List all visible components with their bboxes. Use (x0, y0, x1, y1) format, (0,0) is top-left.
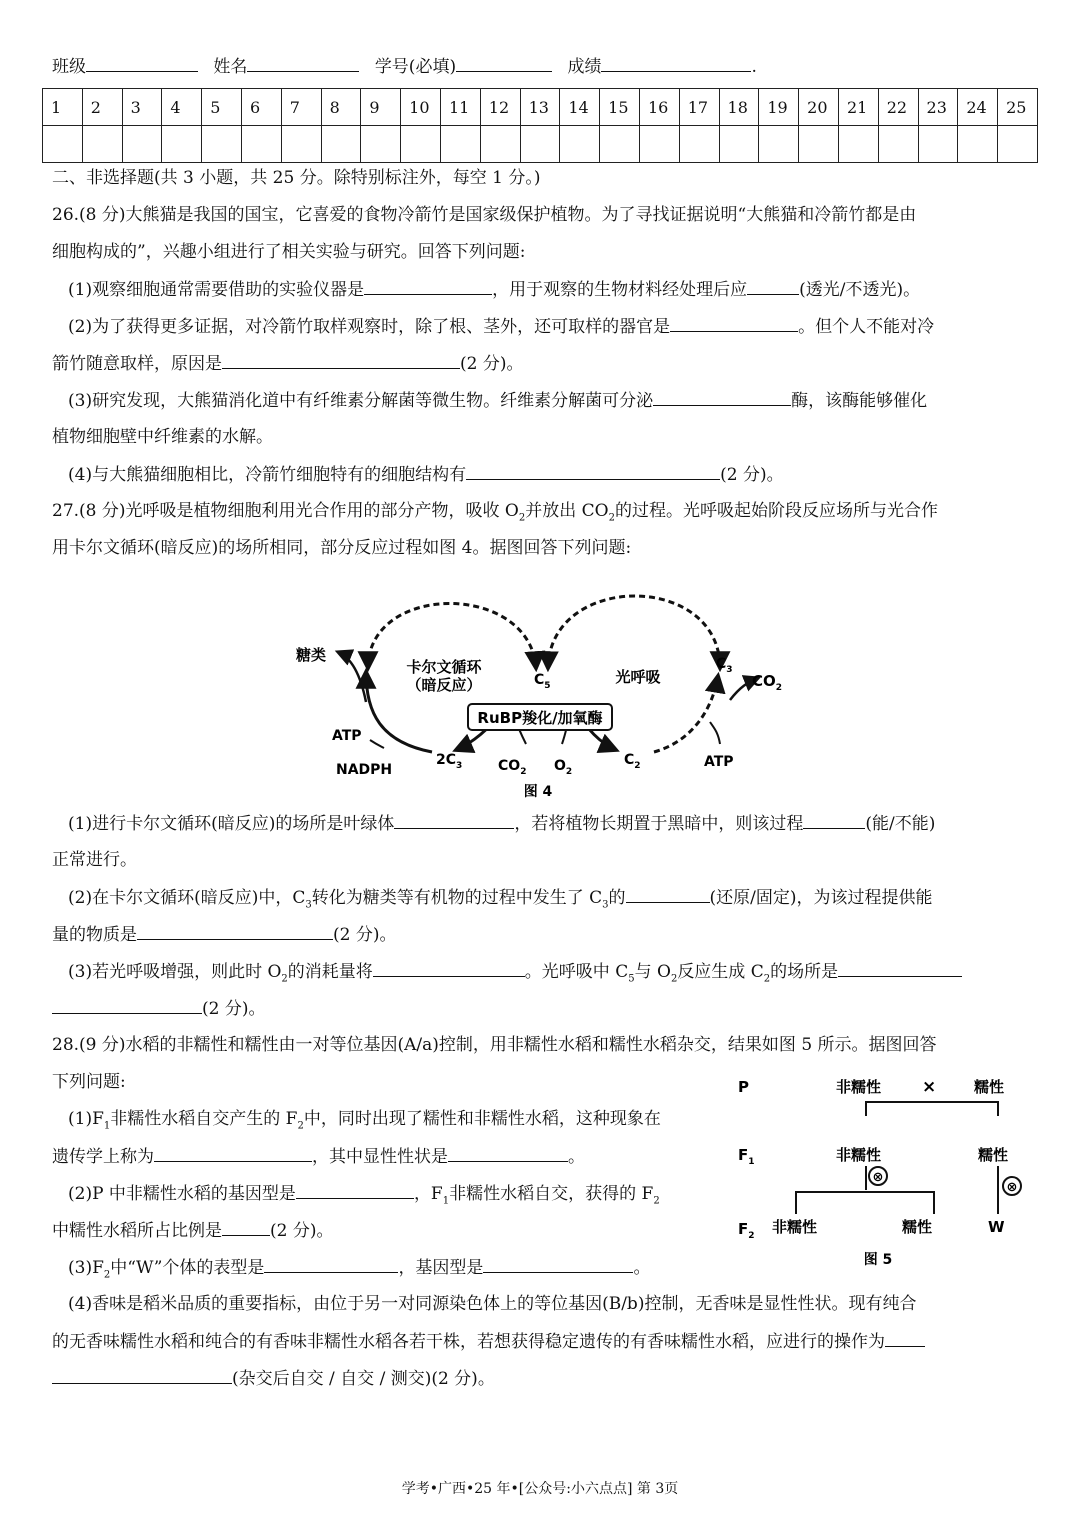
student-info-row (52, 52, 757, 77)
c5-label: $C_5$ (534, 672, 551, 691)
subscript: 3 (602, 899, 609, 911)
f2-nonwaxy-label: 非糯性 (772, 1218, 818, 1236)
q26-part2-cont (52, 352, 523, 375)
question-number: 23 (918, 89, 958, 126)
q26-p2-text-a: (2)为了获得更多证据，对冷箭竹取样观察时，除了根、茎外，还可取样的器官是 (68, 317, 671, 337)
q27-p1-text-b: ，若将植物长期置于黑暗中，则该过程 (514, 814, 804, 834)
photorespiration-lower-arc (654, 676, 718, 752)
q28-p4-blank[interactable] (885, 1330, 925, 1347)
answer-input-row (43, 126, 1038, 163)
photorespiration-upper-arc (548, 596, 720, 668)
answer-cell[interactable] (43, 126, 83, 163)
subscript: 2 (763, 973, 771, 985)
question-number: 9 (361, 89, 401, 126)
answer-cell[interactable] (480, 126, 520, 163)
p-waxy-label: 糯性 (974, 1078, 1005, 1096)
question-number: 16 (639, 89, 679, 126)
answer-cell[interactable] (918, 126, 958, 163)
sugar-label: 糖类 (296, 646, 327, 664)
q27-p2-text-c: 的 (608, 888, 626, 908)
q27-p2-text-e: 量的物质是 (52, 925, 137, 945)
q27-p1-text-c: (能/不能) (865, 814, 936, 834)
question-number: 11 (440, 89, 480, 126)
q26-p2-text-b: 。但个人不能对冷 (798, 317, 935, 337)
q27-p3-blank-1[interactable] (373, 960, 525, 977)
q28-part4: (4)香味是稻米品质的重要指标，由位于另一对同源染色体上的等位基因(B/b)控制，无香味是显性性状。现有纯合 (68, 1294, 917, 1314)
question-number: 25 (998, 89, 1038, 126)
q27-p1-blank-2[interactable] (803, 812, 865, 829)
f2-waxy-label: 糯性 (902, 1218, 933, 1236)
q26-p2-blank-1[interactable] (670, 315, 798, 332)
question-number: 4 (162, 89, 202, 126)
q27-p2-text-a: (2)在卡尔文循环(暗反应)中，C (68, 888, 306, 908)
answer-cell[interactable] (321, 126, 361, 163)
q28-part2-cont (52, 1219, 333, 1242)
subscript: 2 (608, 512, 615, 524)
q28-p1-text-e: ，其中显性性状是 (312, 1147, 448, 1167)
class-label: 班级 (52, 57, 86, 77)
q27-stem-text-b: 并放出 CO (525, 501, 609, 521)
generation-f1-label: $F_1$ (738, 1146, 755, 1167)
q27-p2-blank-1[interactable] (626, 886, 710, 903)
answer-cell[interactable] (361, 126, 401, 163)
question-number: 7 (281, 89, 321, 126)
q28-p2-text-e: (2 分)。 (270, 1221, 334, 1241)
q27-part3-cont (52, 997, 265, 1020)
q26-p1-blank-1[interactable] (364, 278, 492, 295)
figure-4-calvin-photorespiration (280, 572, 800, 804)
cross-symbol: × (922, 1077, 937, 1097)
q27-p2-blank-2[interactable] (137, 923, 333, 940)
q28-p1-text-f: 。 (568, 1147, 585, 1167)
score-blank[interactable] (601, 55, 751, 72)
q26-part3-cont: 植物细胞壁中纤维素的水解。 (52, 427, 273, 447)
q26-p1-blank-2[interactable] (747, 278, 799, 295)
figure-5-caption: 图 5 (863, 1252, 893, 1268)
q26-p2-text-d: (2 分)。 (460, 354, 524, 374)
question-number: 2 (82, 89, 122, 126)
generation-p-label: P (738, 1078, 749, 1096)
q26-p1-text-a: (1)观察细胞通常需要借助的实验仪器是 (68, 280, 365, 300)
question-number: 18 (719, 89, 759, 126)
answer-cell[interactable] (600, 126, 640, 163)
q26-p4-blank[interactable] (466, 463, 720, 480)
q27-p3-text-e: 反应生成 C (677, 962, 764, 982)
atp-right-input-arrow (710, 722, 720, 744)
q26-part4 (68, 463, 784, 486)
subscript: 3 (305, 899, 312, 911)
section-heading: 二、非选择题(共 3 小题，共 25 分。除特别标注外，每空 1 分。) (52, 168, 541, 188)
q27-part1-cont: 正常进行。 (52, 850, 137, 870)
q28-p3-text-c: ，基因型是 (398, 1258, 484, 1278)
q27-stem-text-a: 27.(8 分)光呼吸是植物细胞利用光合作用的部分产物，吸收 O (52, 501, 519, 521)
f2-branch-connector (796, 1192, 934, 1214)
c2-label: $C_2$ (624, 752, 641, 771)
score-label: 成绩 (567, 57, 602, 77)
p-nonwaxy-label: 非糯性 (836, 1078, 882, 1096)
atp-nadph-input-arrow (370, 740, 384, 748)
question-number: 15 (600, 89, 640, 126)
question-number: 13 (520, 89, 560, 126)
q27-part2-cont (52, 923, 396, 946)
subscript: 5 (628, 973, 635, 985)
q27-p3-text-f: 的场所是 (770, 962, 839, 982)
q28-stem-line1: 28.(9 分)水稻的非糯性和糯性由一对等位基因(A/a)控制，用非糯性水稻和糯性水稻杂交，结果如图 5 所示。据图回答 (52, 1035, 937, 1055)
q26-p1-text-b: ，用于观察的生物材料经处理后应 (492, 280, 748, 300)
rubisco-enzyme-label: RuBP羧化/加氧酶 (477, 709, 603, 727)
atp-left-label: ATP (332, 728, 362, 744)
q27-p1-blank-1[interactable] (394, 812, 514, 829)
q28-p3-blank-1[interactable] (264, 1256, 398, 1273)
subscript: 2 (653, 1195, 660, 1207)
q27-p2-text-d: (还原/固定)，为该过程提供能 (709, 888, 933, 908)
q27-p2-text-b: 转化为糖类等有机物的过程中发生了 C (311, 888, 603, 908)
question-number: 1 (43, 89, 83, 126)
question-number: 6 (241, 89, 281, 126)
q28-p2-text-a: (2)P 中非糯性水稻的基因型是 (68, 1184, 296, 1204)
q26-p4-text-b: (2 分)。 (720, 465, 784, 485)
answer-grid (42, 88, 1038, 163)
photorespiration-label: 光呼吸 (615, 668, 661, 686)
q28-part1-cont (52, 1145, 585, 1168)
q28-p4-text-b: 的无香味糯性水稻和纯合的有香味非糯性水稻各若干株，若想获得稳定遗传的有香味糯性水稻，应进行的操作为 (52, 1332, 885, 1352)
f1-nonwaxy-label: 非糯性 (836, 1146, 882, 1164)
q26-stem-line2: 细胞构成的”，兴趣小组进行了相关实验与研究。回答下列问题: (52, 242, 526, 262)
answer-cell[interactable] (639, 126, 679, 163)
q28-stem-line2: 下列问题: (52, 1072, 126, 1092)
question-number: 10 (401, 89, 441, 126)
f1-self-mark: ⊗ (872, 1170, 884, 1185)
q27-p3-text-b: 的消耗量将 (287, 962, 373, 982)
q26-p3-blank[interactable] (653, 389, 791, 406)
answer-cell[interactable] (520, 126, 560, 163)
name-label: 姓名 (213, 57, 248, 77)
o2-label: $O_2$ (554, 758, 573, 777)
q28-p1-text-d: 遗传学上称为 (52, 1147, 154, 1167)
q27-p1-text-a: (1)进行卡尔文循环(暗反应)的场所是叶绿体 (68, 814, 395, 834)
two-c3-label: $2C_3$ (436, 752, 463, 771)
q26-p3-text-b: 酶，该酶能够催化 (791, 391, 928, 411)
q27-p3-text-d: 与 O (634, 962, 671, 982)
q26-part2 (68, 315, 934, 338)
q28-p1-text-a: (1)F (68, 1109, 104, 1129)
q26-part1 (68, 278, 920, 301)
q28-part1 (68, 1108, 661, 1137)
answer-cell[interactable] (202, 126, 242, 163)
student-id-label: 学号(必填) (374, 57, 457, 77)
q28-p2-text-b: ，F (413, 1184, 443, 1204)
q27-p3-text-g: (2 分)。 (202, 999, 266, 1019)
q28-p4-text-c: (杂交后自交 / 自交 / 测交)(2 分)。 (232, 1369, 495, 1389)
q26-p2-blank-2[interactable] (222, 352, 460, 369)
answer-cell[interactable] (440, 126, 480, 163)
q28-p1-text-b: 非糯性水稻自交产生的 F (110, 1109, 298, 1129)
question-number: 17 (679, 89, 719, 126)
sugar-output-arrow (338, 652, 366, 702)
subscript: 2 (297, 1120, 304, 1132)
atp-right-label: ATP (704, 754, 734, 770)
answer-cell[interactable] (82, 126, 122, 163)
q28-p3-text-a: (3)F (68, 1258, 104, 1278)
q28-p2-text-d: 中糯性水稻所占比例是 (52, 1221, 222, 1241)
subscript: 2 (670, 973, 678, 985)
q28-p3-text-b: 中“W”个体的表型是 (110, 1258, 265, 1278)
q28-part3 (68, 1256, 650, 1286)
q27-p3-blank-2[interactable] (838, 960, 962, 977)
q28-p3-blank-2[interactable] (483, 1256, 633, 1273)
answer-cell[interactable] (401, 126, 441, 163)
q27-p3-text-a: (3)若光呼吸增强，则此时 O (68, 962, 282, 982)
q28-p1-blank-2[interactable] (448, 1145, 568, 1162)
answer-cell[interactable] (281, 126, 321, 163)
w-individual-label: W (988, 1218, 1005, 1236)
answer-cell[interactable] (958, 126, 998, 163)
end-mark: . (751, 57, 757, 77)
subscript: 2 (281, 973, 288, 985)
q26-p2-text-c: 箭竹随意取样，原因是 (52, 354, 222, 374)
q28-p2-blank-1[interactable] (296, 1182, 414, 1199)
answer-cell[interactable] (679, 126, 719, 163)
question-number: 3 (122, 89, 162, 126)
answer-cell[interactable] (122, 126, 162, 163)
question-number: 20 (799, 89, 839, 126)
q27-p2-text-f: (2 分)。 (333, 925, 397, 945)
co2-bottom-label: $CO_2$ (498, 758, 527, 777)
subscript: 2 (103, 1269, 111, 1281)
q27-p3-text-c: 。光呼吸中 C (524, 962, 629, 982)
q27-part1 (68, 812, 935, 835)
answer-cell[interactable] (878, 126, 918, 163)
q27-part3 (68, 960, 962, 990)
p-cross-connector (866, 1102, 998, 1116)
question-number: 8 (321, 89, 361, 126)
q26-p1-text-c: (透光/不透光)。 (799, 280, 921, 300)
answer-cell[interactable] (838, 126, 878, 163)
question-number: 21 (838, 89, 878, 126)
q28-p3-text-d: 。 (633, 1258, 651, 1278)
q28-part2 (68, 1182, 660, 1212)
q26-p4-text-a: (4)与大熊猫细胞相比，冷箭竹细胞特有的细胞结构有 (68, 465, 467, 485)
q28-part4-line3 (52, 1367, 495, 1390)
nadph-label: NADPH (336, 762, 393, 778)
figure-4-caption: 图 4 (523, 784, 553, 800)
subscript: 1 (103, 1120, 111, 1132)
c3-right-label: $C_3$ (716, 656, 733, 675)
q27-stem-text-c: 的过程。光呼吸起始阶段反应场所与光合作 (614, 501, 938, 521)
page-footer: 学考•广西•25 年•[公众号:小六点点] 第 3页 (401, 1481, 679, 1497)
calvin-cycle-label: 卡尔文循环 (406, 658, 482, 676)
q28-p1-text-c: 中，同时出现了糯性和非糯性水稻，这种现象在 (303, 1109, 661, 1129)
q28-part4-line2 (52, 1330, 925, 1353)
student-id-blank[interactable] (456, 55, 552, 72)
f1-waxy-label: 糯性 (978, 1146, 1009, 1164)
name-blank[interactable] (247, 55, 359, 72)
answer-cell[interactable] (759, 126, 799, 163)
q27-part2 (68, 886, 933, 916)
q28-p4-blank-cont[interactable] (52, 1367, 232, 1384)
answer-cell[interactable] (560, 126, 600, 163)
subscript: 2 (518, 512, 526, 524)
q27-stem-line1 (52, 500, 938, 529)
q26-stem-line1: 26.(8 分)大熊猫是我国的国宝，它喜爱的食物冷箭竹是国家级保护植物。为了寻找证据说明“大熊猫和冷箭竹都是由 (52, 205, 917, 225)
q28-p1-blank-1[interactable] (154, 1145, 312, 1162)
q26-p3-text-a: (3)研究发现，大熊猫消化道中有纤维素分解菌等微生物。纤维素分解菌可分泌 (68, 391, 654, 411)
question-number: 24 (958, 89, 998, 126)
f1-waxy-self-mark: ⊗ (1006, 1180, 1018, 1195)
answer-cell[interactable] (241, 126, 281, 163)
question-number: 14 (560, 89, 600, 126)
answer-number-row (43, 89, 1038, 126)
answer-cell[interactable] (162, 126, 202, 163)
co2-right-label: $CO_2$ (752, 672, 783, 693)
q28-p2-blank-2[interactable] (222, 1219, 270, 1236)
generation-f2-label: $F_2$ (738, 1220, 755, 1241)
answer-cell[interactable] (998, 126, 1038, 163)
q28-p2-text-c: 非糯性水稻自交，获得的 F (449, 1184, 654, 1204)
q27-stem-line2: 用卡尔文循环(暗反应)的场所相同，部分反应过程如图 4。据图回答下列问题: (52, 538, 632, 558)
question-number: 12 (480, 89, 520, 126)
q26-part3 (68, 389, 927, 412)
q27-p3-blank-2-cont[interactable] (52, 997, 202, 1014)
question-number: 5 (202, 89, 242, 126)
answer-cell[interactable] (719, 126, 759, 163)
question-number: 19 (759, 89, 799, 126)
question-number: 22 (878, 89, 918, 126)
answer-cell[interactable] (799, 126, 839, 163)
figure-5-rice-cross (734, 1068, 1034, 1274)
subscript: 1 (442, 1195, 450, 1207)
class-blank[interactable] (86, 55, 198, 72)
dark-reaction-label: （暗反应） (406, 676, 482, 694)
